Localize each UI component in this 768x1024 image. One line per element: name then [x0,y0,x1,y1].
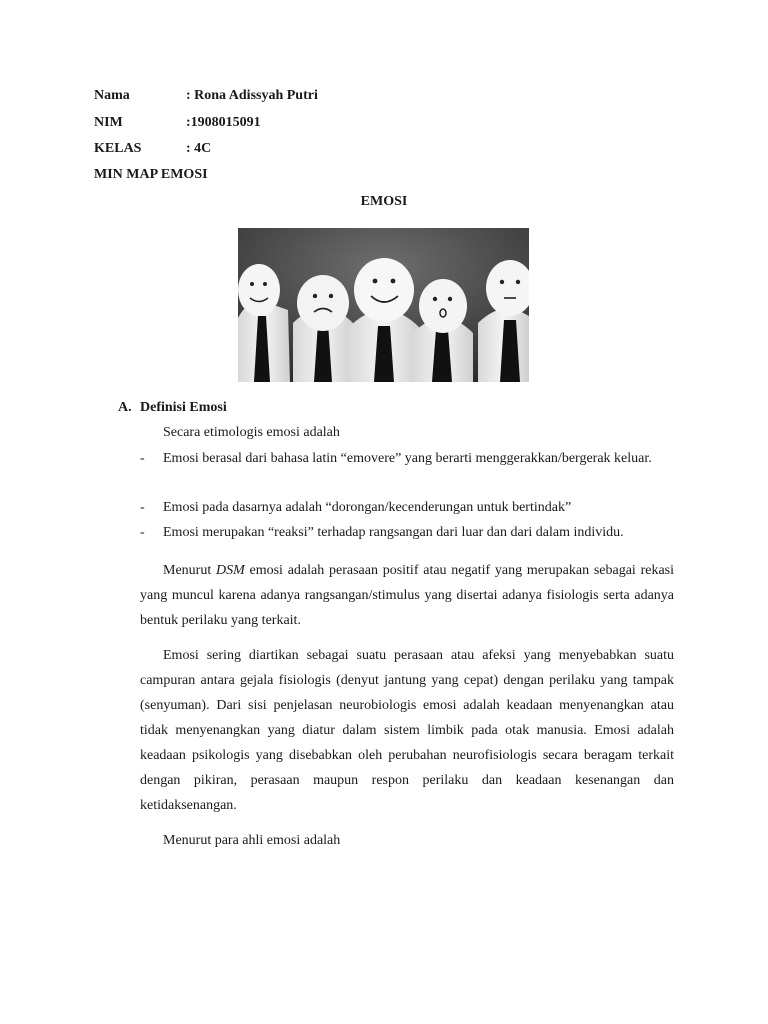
nim-value: :1908015091 [186,115,261,130]
bullet-dash: - [140,525,145,540]
name-value: : Rona Adissyah Putri [186,88,318,103]
bullet-text: Emosi berasal dari bahasa latin “emovere” yang berarti menggerakkan/bergerak keluar. [163,451,652,466]
bullet-text: Emosi pada dasarnya adalah “dorongan/kecenderungan untuk bertindak” [163,500,572,515]
section-number: A. [118,400,132,415]
bullet-dash: - [140,500,145,515]
nim-row [94,115,261,131]
bullet-dash: - [140,451,145,466]
topic-line: MIN MAP EMOSI [94,167,208,182]
kelas-row [94,141,211,157]
emotion-masks-photo [238,228,529,382]
bullet-item [140,447,674,472]
name-row [94,88,318,104]
paragraph-dsm [140,558,674,633]
para1-post: emosi adalah perasaan positif atau negatif yang merupakan sebagai rekasi yang muncul karena adanya rangsangan/stimulus yang disertai adanya fisiologis serta adanya bentuk perilaku yang terkait. [140,563,674,628]
page-title: EMOSI [360,194,408,209]
section-heading [118,400,227,416]
kelas-label: KELAS [94,141,142,156]
bullet-item [140,521,674,546]
bullet-item [140,496,674,521]
name-label: Nama [94,88,130,103]
dsm-term: DSM [215,563,245,578]
para1-pre: Menurut [163,563,216,578]
paragraph-emosi: Emosi sering diartikan sebagai suatu perasaan atau afeksi yang menyebabkan suatu campuran antara gejala fisiologis (denyut jantung yang cepat) dengan perilaku yang tampak (senyuman). Dari sisi penjelasan neurobiologis emosi adalah keadaan menyenangkan atau tidak menyenangkan yang diatur dalam sistem limbik pada otak manusia. Emosi adalah keadaan psikologis yang disebabkan oleh perubahan neurofisiologis secara beragam terkait dengan pikiran, perasaan maupun respon perilaku dan keadaan kesenangan dan ketidaksenangan. [140,648,674,813]
intro-line: Secara etimologis emosi adalah [163,425,340,440]
nim-label: NIM [94,115,123,130]
bullet-text: Emosi merupakan “reaksi” terhadap rangsangan dari luar dan dari dalam individu. [163,525,624,540]
kelas-value: : 4C [186,141,212,156]
section-title: Definisi Emosi [140,400,227,415]
paragraph-ahli: Menurut para ahli emosi adalah [163,833,341,848]
